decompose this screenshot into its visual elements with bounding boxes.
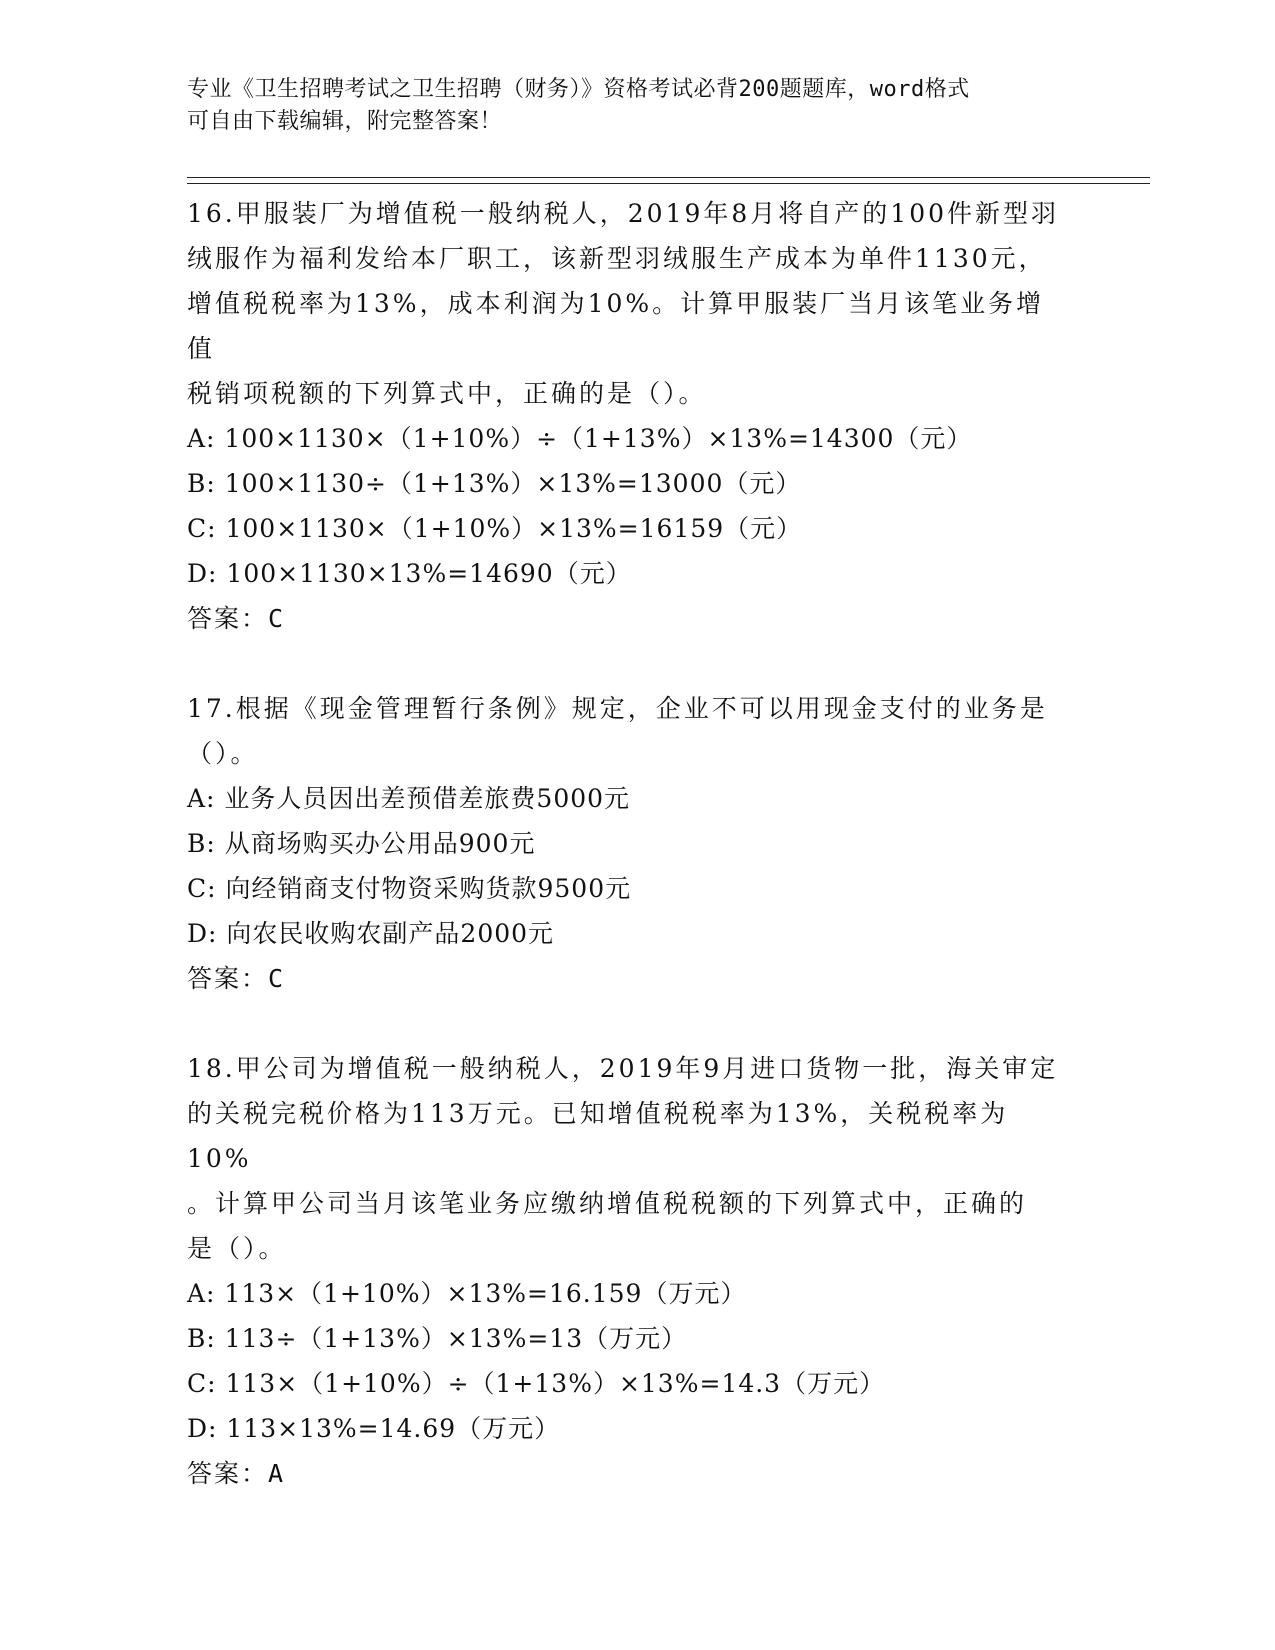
header-line-1: 专业《卫生招聘考试之卫生招聘（财务）》资格考试必背200题题库，word格式	[187, 77, 970, 102]
option-d: D: 113×13%=14.69（万元）	[187, 1414, 561, 1443]
option-a: A: 100×1130×（1+10%）÷（1+13%）×13%=14300（元）	[187, 424, 973, 453]
question-stem	[187, 686, 1067, 776]
question-stem-line: 18.甲公司为增值税一般纳税人，2019年9月进口货物一批，海关审定	[187, 1054, 1059, 1083]
question-stem-line: 16.甲服装厂为增值税一般纳税人，2019年8月将自产的100件新型羽	[187, 199, 1060, 228]
question-stem-line: 是（）。	[187, 1234, 287, 1263]
answer-label: 答案：C	[187, 964, 286, 993]
option-b: B: 113÷（1+13%）×13%=13（万元）	[187, 1324, 688, 1353]
question-stem-line: 17.根据《现金管理暂行条例》规定，企业不可以用现金支付的业务是	[187, 694, 1048, 723]
option-d: D: 向农民收购农副产品2000元	[187, 919, 555, 948]
document-header	[187, 74, 1087, 138]
question-16	[187, 191, 1087, 642]
question-stem-line: 的关税完税价格为113万元。已知增值税税率为13%，关税税率为10%	[187, 1099, 1009, 1173]
option-a: A: 业务人员因出差预借差旅费5000元	[187, 784, 631, 813]
option-b: B: 从商场购买办公用品900元	[187, 829, 536, 858]
option-b: B: 100×1130÷（1+13%）×13%=13000（元）	[187, 469, 802, 498]
answer-label: 答案：A	[187, 1459, 286, 1488]
question-stem-line: 增值税税率为13%，成本利润为10%。计算甲服装厂当月该笔业务增值	[187, 289, 1045, 363]
option-c: C: 100×1130×（1+10%）×13%=16159（元）	[187, 514, 803, 543]
option-a: A: 113×（1+10%）×13%=16.159（万元）	[187, 1279, 747, 1308]
question-stem	[187, 1046, 1067, 1271]
header-divider-top	[187, 177, 1150, 178]
question-stem-line: 绒服作为福利发给本厂职工，该新型羽绒服生产成本为单件1130元，	[187, 244, 1047, 273]
option-d: D: 100×1130×13%=14690（元）	[187, 559, 632, 588]
answer-label: 答案：C	[187, 604, 286, 633]
question-list	[187, 191, 1087, 1541]
option-c: C: 向经销商支付物资采购货款9500元	[187, 874, 632, 903]
question-stem-line: 。计算甲公司当月该笔业务应缴纳增值税税额的下列算式中，正确的	[187, 1189, 1028, 1218]
option-c: C: 113×（1+10%）÷（1+13%）×13%=14.3（万元）	[187, 1369, 886, 1398]
header-line-2: 可自由下载编辑，附完整答案！	[187, 109, 503, 134]
question-18	[187, 1046, 1087, 1497]
question-17	[187, 686, 1087, 1002]
question-stem	[187, 191, 1067, 416]
question-stem-line: 税销项税额的下列算式中，正确的是（）。	[187, 379, 707, 408]
question-stem-line: （）。	[187, 739, 259, 768]
header-divider-bottom	[187, 183, 1150, 184]
